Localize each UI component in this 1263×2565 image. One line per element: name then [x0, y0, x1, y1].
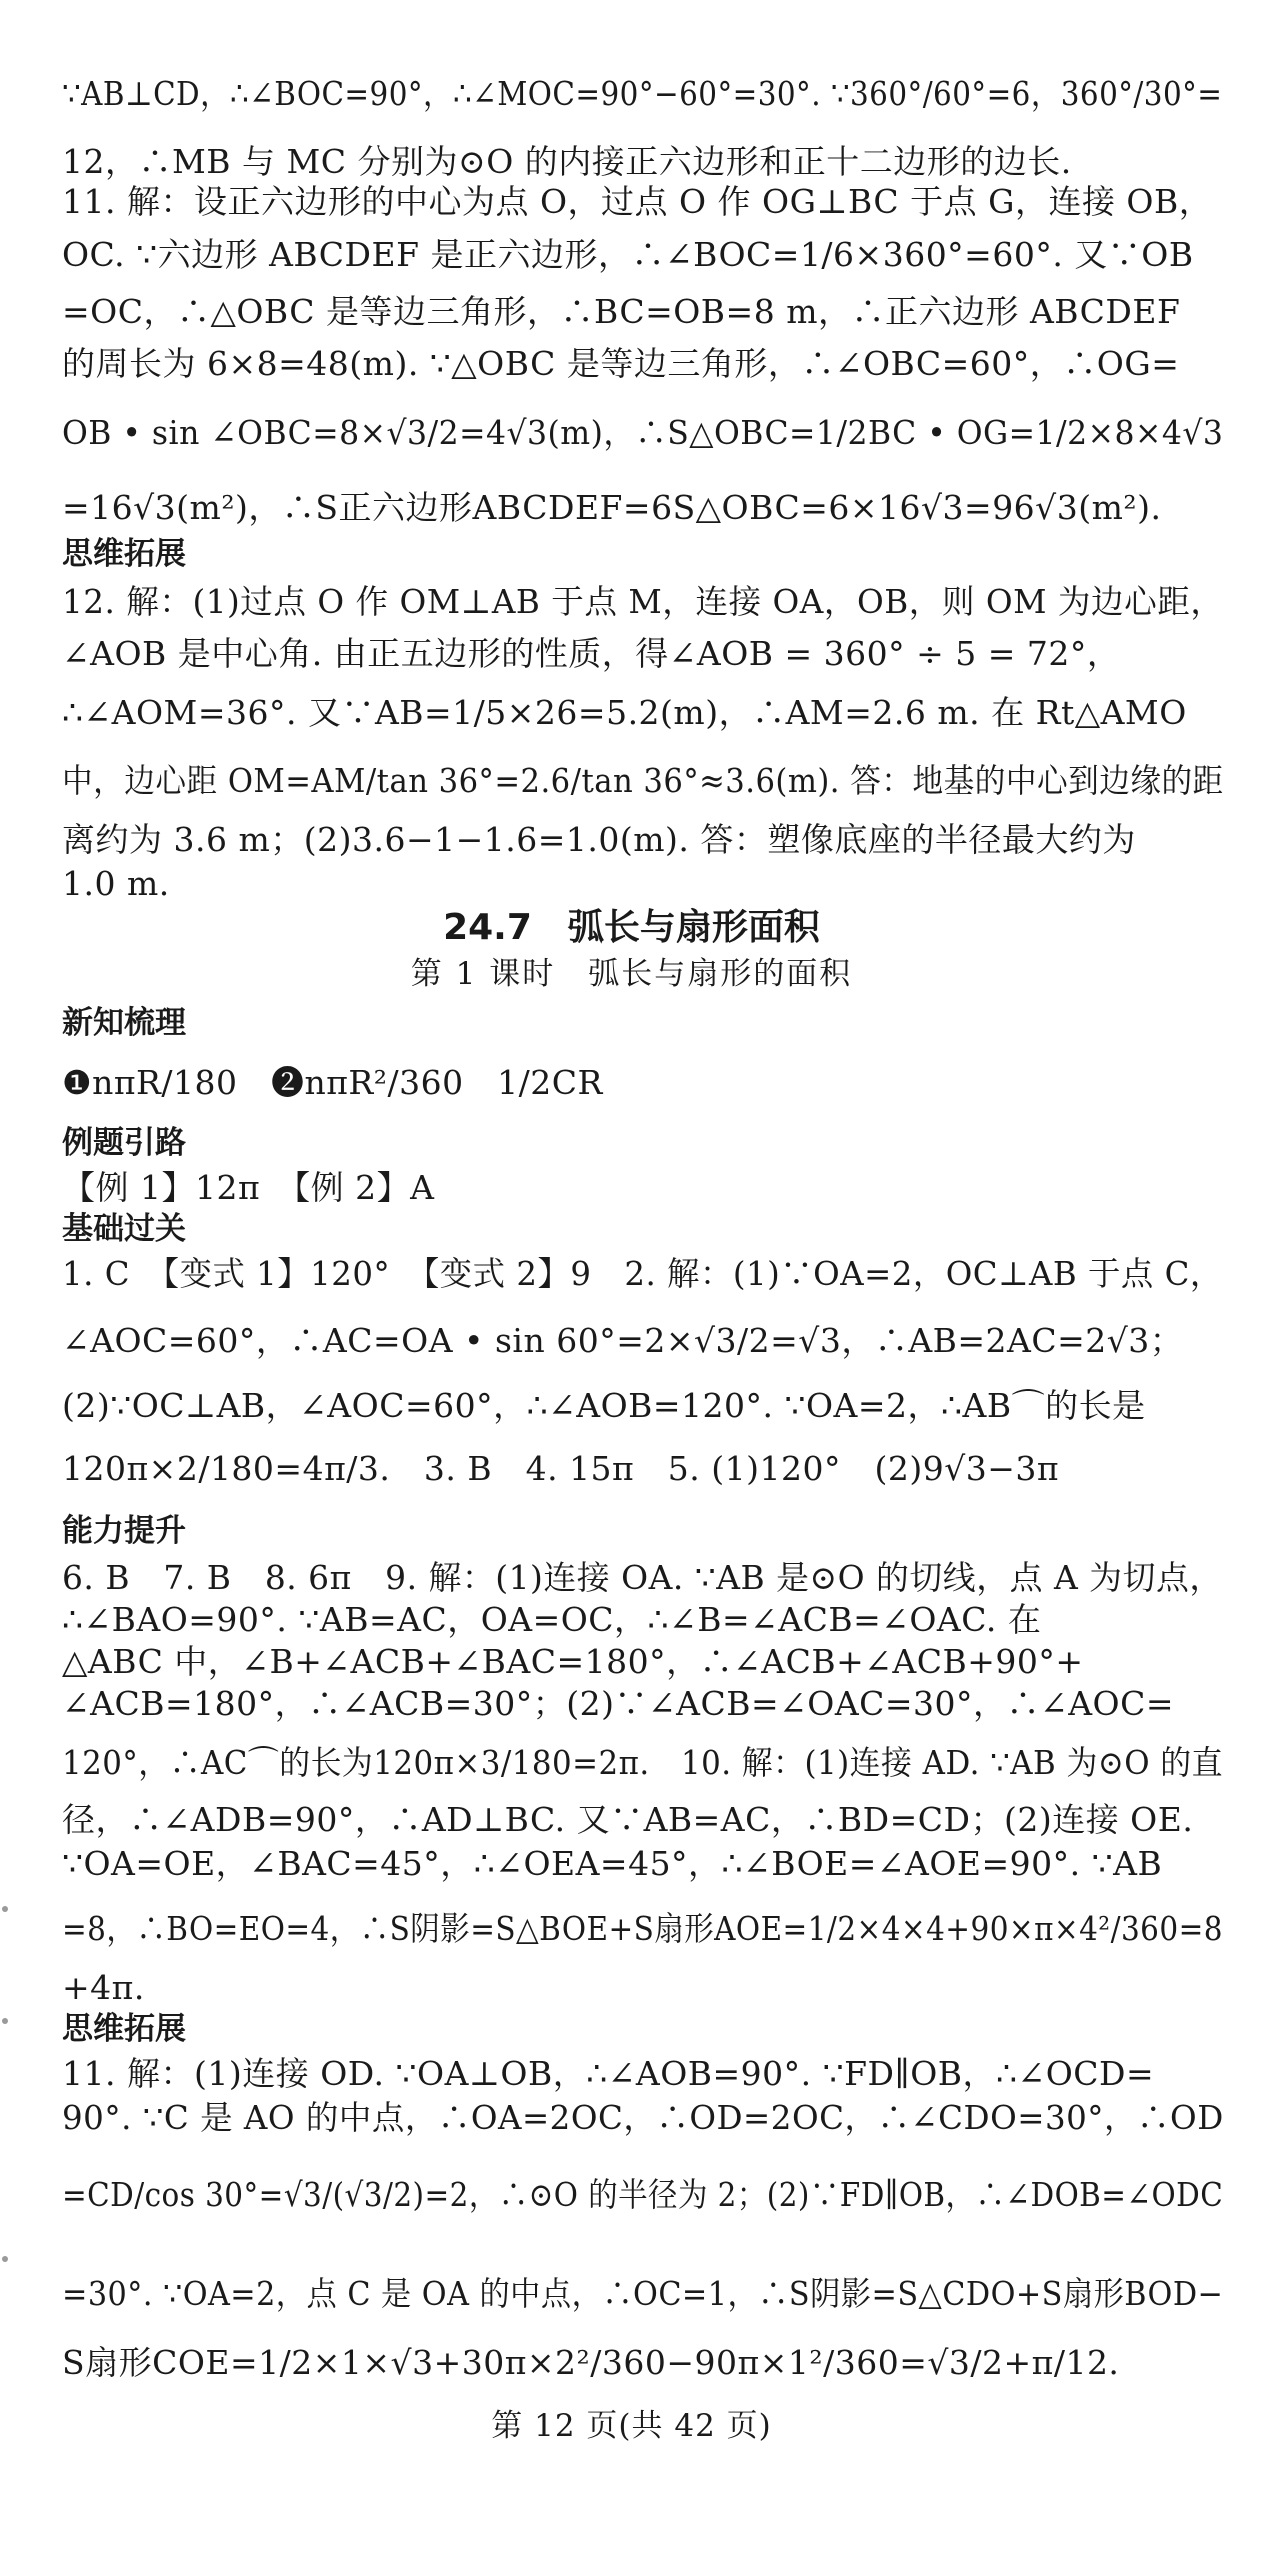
text-line: 1. C 【变式 1】120° 【变式 2】9 2. 解：(1)∵OA=2，OC⊥AB 于点 C，: [62, 1254, 1223, 1293]
margin-dot: [2, 2012, 10, 2034]
section-heading: 基础过关: [62, 1211, 186, 1247]
text-line: =30°. ∵OA=2，点 C 是 OA 的中点，∴OC=1，∴S阴影=S△CDO+S扇形BOD−: [62, 2274, 1224, 2313]
text-line: 12，∴MB 与 MC 分别为⊙O 的内接正六边形和正十二边形的边长.: [62, 142, 1072, 181]
margin-dot: [2, 2250, 10, 2272]
text-line: =CD/cos 30°=√3/(√3/2)=2，∴⊙O 的半径为 2；(2)∵FD∥OB，∴∠DOB=∠ODC: [62, 2175, 1224, 2214]
text-line: S扇形COE=1/2×1×√3+30π×2²/360−90π×1²/360=√3/2+π/12.: [62, 2343, 1120, 2382]
text-line: ❶nπR/180 ❷nπR²/360 1/2CR: [62, 1063, 603, 1102]
text-line: =OC，∴△OBC 是等边三角形，∴BC=OB=8 m，∴正六边形 ABCDEF: [62, 292, 1181, 331]
text-line: ∴∠AOM=36°. 又∵AB=1/5×26=5.2(m)，∴AM=2.6 m. 在 Rt△AMO: [62, 693, 1187, 732]
lesson-title: 第 1 课时 弧长与扇形的面积: [410, 956, 853, 992]
section-heading: 能力提升: [62, 1513, 186, 1549]
text-line: 6. B 7. B 8. 6π 9. 解：(1)连接 OA. ∵AB 是⊙O 的切线，点 A 为切点，: [62, 1558, 1223, 1597]
section-heading: 例题引路: [62, 1125, 186, 1161]
text-line: 12. 解：(1)过点 O 作 OM⊥AB 于点 M，连接 OA，OB，则 OM 为边心距，: [62, 582, 1224, 621]
page-number-footer: 第 12 页(共 42 页): [491, 2408, 772, 2444]
text-line: 离约为 3.6 m；(2)3.6−1−1.6=1.0(m). 答：塑像底座的半径最大约为: [62, 820, 1136, 859]
text-line: 11. 解：设正六边形的中心为点 O，过点 O 作 OG⊥BC 于点 G，连接 OB，: [62, 182, 1213, 221]
section-heading: 新知梳理: [62, 1005, 186, 1041]
text-line: 中，边心距 OM=AM/tan 36°=2.6/tan 36°≈3.6(m). 答：地基的中心到边缘的距: [62, 761, 1224, 800]
text-line: 1.0 m.: [62, 864, 170, 903]
text-line: OB • sin ∠OBC=8×√3/2=4√3(m)，∴S△OBC=1/2BC • OG=1/2×8×4√3: [62, 413, 1224, 452]
text-line: ∵AB⊥CD，∴∠BOC=90°，∴∠MOC=90°−60°=30°. ∵360°/60°=6，360°/30°=: [62, 74, 1223, 113]
text-line: ∠ACB=180°，∴∠ACB=30°；(2)∵∠ACB=∠OAC=30°，∴∠AOC=: [62, 1684, 1174, 1723]
text-line: ∵OA=OE，∠BAC=45°，∴∠OEA=45°，∴∠BOE=∠AOE=90°. ∵AB: [62, 1844, 1163, 1883]
text-line: =16√3(m²)，∴S正六边形ABCDEF=6S△OBC=6×16√3=96√3(m²).: [62, 488, 1162, 527]
text-line: 120π×2/180=4π/3. 3. B 4. 15π 5. (1)120° (2)9√3−3π: [62, 1449, 1060, 1488]
text-line: 120°，∴AC⌒的长为120π×3/180=2π. 10. 解：(1)连接 AD. ∵AB 为⊙O 的直: [62, 1743, 1224, 1782]
text-line: ∠AOB 是中心角. 由正五边形的性质，得∠AOB = 360° ÷ 5 = 72°，: [62, 634, 1121, 673]
section-heading: 思维拓展: [62, 536, 186, 572]
text-line: 径，∴∠ADB=90°，∴AD⊥BC. 又∵AB=AC，∴BD=CD；(2)连接 OE.: [62, 1800, 1194, 1839]
text-line: 的周长为 6×8=48(m). ∵△OBC 是等边三角形，∴∠OBC=60°，∴OG=: [62, 344, 1180, 383]
section-title: 24.7 弧长与扇形面积: [443, 907, 820, 948]
text-line: ∴∠BAO=90°. ∵AB=AC，OA=OC，∴∠B=∠ACB=∠OAC. 在: [62, 1600, 1042, 1639]
text-line: 11. 解：(1)连接 OD. ∵OA⊥OB，∴∠AOB=90°. ∵FD∥OB，∴∠OCD=: [62, 2054, 1155, 2093]
text-line: OC. ∵六边形 ABCDEF 是正六边形，∴∠BOC=1/6×360°=60°. 又∵OB: [62, 235, 1194, 274]
section-heading: 思维拓展: [62, 2011, 186, 2047]
text-line: ∠AOC=60°，∴AC=OA • sin 60°=2×√3/2=√3，∴AB=2AC=2√3；: [62, 1321, 1184, 1360]
text-line: 【例 1】12π 【例 2】A: [62, 1168, 435, 1207]
text-line: 90°. ∵C 是 AO 的中点，∴OA=2OC，∴OD=2OC，∴∠CDO=30°，∴OD: [62, 2098, 1224, 2137]
text-line: (2)∵OC⊥AB，∠AOC=60°，∴∠AOB=120°. ∵OA=2，∴AB⌒的长是: [62, 1386, 1146, 1425]
text-line: △ABC 中，∠B+∠ACB+∠BAC=180°，∴∠ACB+∠ACB+90°+: [62, 1642, 1084, 1681]
margin-dot: [2, 1900, 10, 1922]
text-line: +4π.: [62, 1968, 145, 2007]
text-line: =8，∴BO=EO=4，∴S阴影=S△BOE+S扇形AOE=1/2×4×4+90×π×4²/360=8: [62, 1909, 1223, 1948]
